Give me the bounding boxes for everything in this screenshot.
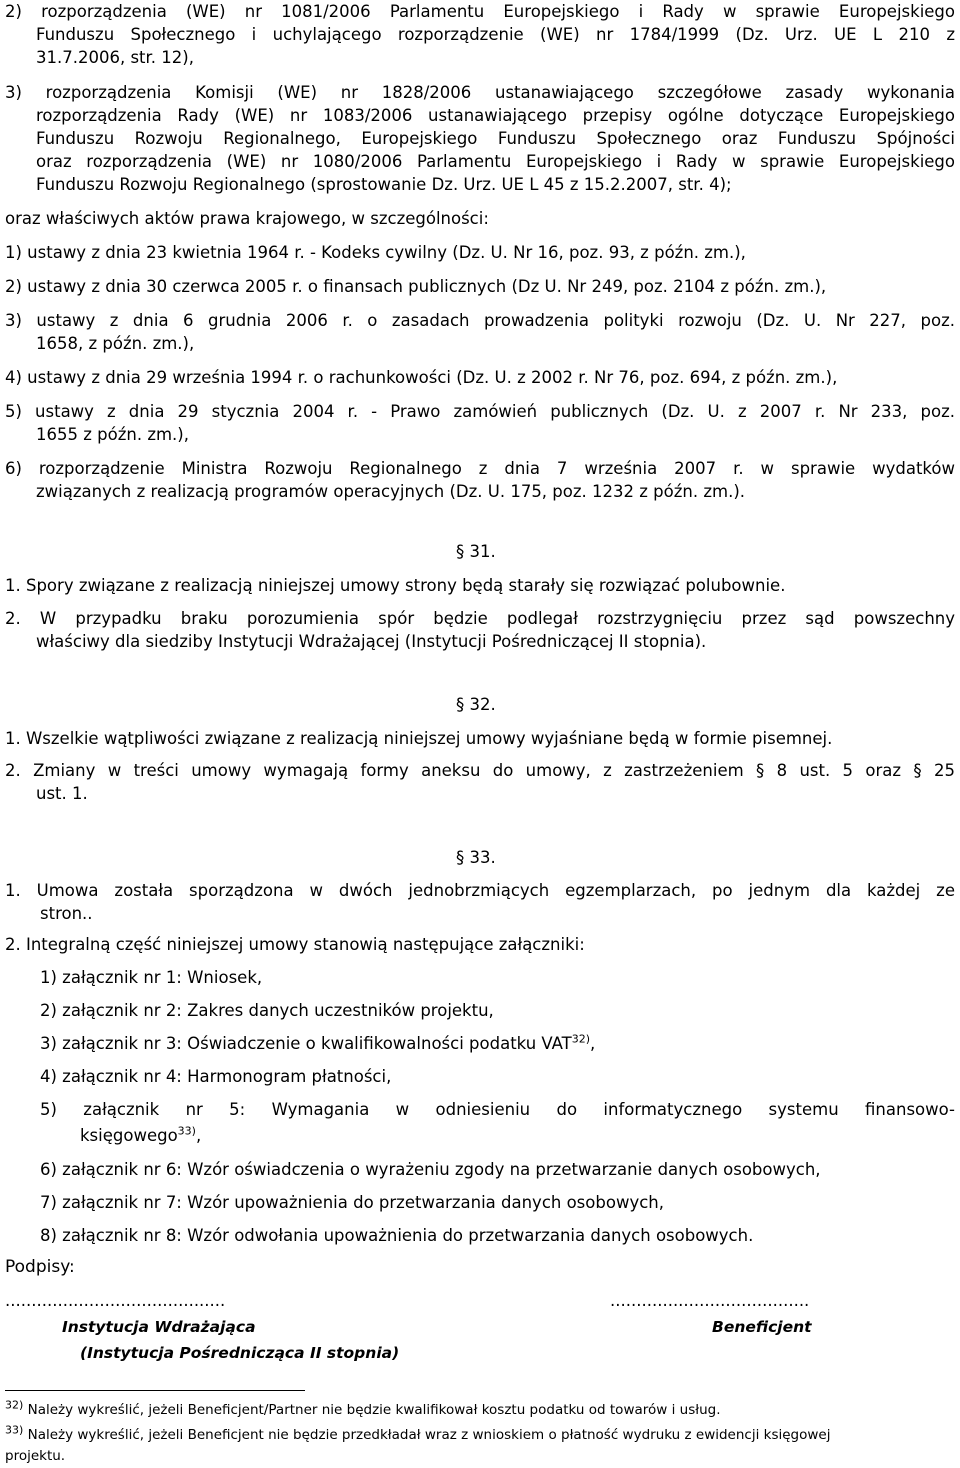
- regulation-2-line-3: 31.7.2006, str. 12),: [36, 48, 194, 67]
- attachment-4: 4) załącznik nr 4: Harmonogram płatności,: [40, 1067, 392, 1086]
- national-law-4: 4) ustawy z dnia 29 września 1994 r. o rachunkowości (Dz. U. z 2002 r. Nr 76, poz. 694, z późn. zm.),: [5, 368, 838, 387]
- national-law-3-line-1: 3) ustawy z dnia 6 grudnia 2006 r. o zasadach prowadzenia polityki rozwoju (Dz. U. Nr 227, poz.: [5, 311, 955, 330]
- regulation-3-line-2: rozporządzenia Rady (WE) nr 1083/2006 ustanawiającego przepisy ogólne dotyczące Europejskiego: [36, 106, 955, 125]
- national-law-1: 1) ustawy z dnia 23 kwietnia 1964 r. - Kodeks cywilny (Dz. U. Nr 16, poz. 93, z późn. zm.),: [5, 243, 746, 262]
- attachment-3-comma: ,: [590, 1034, 596, 1053]
- regulation-3-line-3: Funduszu Rozwoju Regionalnego, Europejskiego Funduszu Społecznego oraz Funduszu Spójności: [36, 129, 955, 148]
- signatory-right-name: Beneficjent: [712, 1318, 812, 1336]
- footnote-33-mark: 33): [5, 1423, 24, 1437]
- footnote-ref-33: 33): [177, 1124, 196, 1138]
- footnote-ref-32: 32): [571, 1032, 591, 1046]
- regulation-2-line-1: 2) rozporządzenia (WE) nr 1081/2006 Parlamentu Europejskiego i Rady w sprawie Europejskiego: [5, 2, 955, 21]
- footnote-33-text: Należy wykreślić, jeżeli Beneficjent nie będzie przedkładał wraz z wnioskiem o płatność wydruku z ewidencji księgowej: [27, 1427, 831, 1443]
- section-32-item-1: 1. Wszelkie wątpliwości związane z realizacją niniejszej umowy wyjaśniane będą w formie pisemnej.: [5, 729, 833, 748]
- signatory-left-subtitle: (Instytucja Pośrednicząca II stopnia): [80, 1344, 400, 1362]
- national-law-intro: oraz właściwych aktów prawa krajowego, w szczególności:: [5, 209, 489, 228]
- national-law-5-line-1: 5) ustawy z dnia 29 stycznia 2004 r. - Prawo zamówień publicznych (Dz. U. z 2007 r. Nr 233, poz.: [5, 402, 955, 421]
- national-law-2: 2) ustawy z dnia 30 czerwca 2005 r. o finansach publicznych (Dz U. Nr 249, poz. 2104 z późn. zm.),: [5, 277, 827, 296]
- footnote-32-mark: 32): [5, 1398, 24, 1412]
- footnote-32-text: Należy wykreślić, jeżeli Beneficjent/Partner nie będzie kwalifikował kosztu podatku od towarów i usług.: [27, 1402, 721, 1418]
- attachment-5-line-1: 5) załącznik nr 5: Wymagania w odniesieniu do informatycznego systemu finansowo-: [40, 1100, 955, 1119]
- section-32-item-2-line-1: 2. Zmiany w treści umowy wymagają formy aneksu do umowy, z zastrzeżeniem § 8 ust. 5 oraz § 25: [5, 761, 955, 780]
- attachment-2: 2) załącznik nr 2: Zakres danych uczestników projektu,: [40, 1001, 494, 1020]
- section-33-item-1-line-1: 1. Umowa została sporządzona w dwóch jednobrzmiących egzemplarzach, po jednym dla każdej ze: [5, 881, 955, 900]
- national-law-3-line-2: 1658, z późn. zm.),: [36, 334, 195, 353]
- regulation-3-line-1: 3) rozporządzenia Komisji (WE) nr 1828/2006 ustanawiającego szczegółowe zasady wykonania: [5, 83, 955, 102]
- national-law-6-line-1: 6) rozporządzenie Ministra Rozwoju Regionalnego z dnia 7 września 2007 r. w sprawie wydatków: [5, 459, 955, 478]
- signatures-label: Podpisy:: [5, 1257, 75, 1277]
- signatory-left-name: Instytucja Wdrażająca: [62, 1318, 256, 1336]
- attachment-7: 7) załącznik nr 7: Wzór upoważnienia do przetwarzania danych osobowych,: [40, 1193, 664, 1212]
- national-law-5-line-2: 1655 z późn. zm.),: [36, 425, 189, 444]
- section-31-item-1: 1. Spory związane z realizacją niniejszej umowy strony będą starały się rozwiązać polubownie.: [5, 576, 786, 595]
- section-33-heading: § 33.: [456, 848, 496, 867]
- attachment-6: 6) załącznik nr 6: Wzór oświadczenia o wyrażeniu zgody na przetwarzanie danych osobowych,: [40, 1160, 821, 1179]
- attachment-3-text: 3) załącznik nr 3: Oświadczenie o kwalifikowalności podatku VAT: [40, 1034, 572, 1053]
- signature-line-left: ..........................................: [5, 1291, 226, 1310]
- attachment-3: [40, 1032, 596, 1053]
- regulation-3-line-5: Funduszu Rozwoju Regionalnego (sprostowanie Dz. Urz. UE L 45 z 15.2.2007, str. 4);: [36, 175, 732, 194]
- signature-line-right: ......................................: [610, 1291, 810, 1310]
- section-33-item-1-line-2: stron..: [40, 904, 93, 923]
- section-31-heading: § 31.: [456, 542, 496, 561]
- attachment-5-text: księgowego: [80, 1126, 178, 1145]
- footnote-32: [5, 1398, 721, 1418]
- section-32-heading: § 32.: [456, 695, 496, 714]
- footnote-33-line-1: [5, 1423, 831, 1443]
- attachment-8: 8) załącznik nr 8: Wzór odwołania upoważnienia do przetwarzania danych osobowych.: [40, 1226, 754, 1245]
- section-31-item-2-line-2: właściwy dla siedziby Instytucji Wdrażającej (Instytucji Pośredniczącej II stopnia).: [36, 632, 707, 651]
- section-33-item-2: 2. Integralną część niniejszej umowy stanowią następujące załączniki:: [5, 935, 585, 954]
- attachment-5-line-2: [80, 1124, 202, 1145]
- regulation-3-line-4: oraz rozporządzenia (WE) nr 1080/2006 Parlamentu Europejskiego i Rady w sprawie Europejskiego: [36, 152, 955, 171]
- section-31-item-2-line-1: 2. W przypadku braku porozumienia spór będzie podlegał rozstrzygnięciu przez sąd powszechny: [5, 609, 955, 628]
- regulation-2-line-2: Funduszu Społecznego i uchylającego rozporządzenie (WE) nr 1784/1999 (Dz. Urz. UE L 210 z: [36, 25, 955, 44]
- section-32-item-2-line-2: ust. 1.: [36, 784, 88, 803]
- footnote-separator: [5, 1390, 305, 1391]
- footnote-33-line-2: projektu.: [5, 1448, 66, 1464]
- national-law-6-line-2: związanych z realizacją programów operacyjnych (Dz. U. 175, poz. 1232 z późn. zm.).: [36, 482, 746, 501]
- attachment-5-comma: ,: [195, 1126, 202, 1145]
- attachment-1: 1) załącznik nr 1: Wniosek,: [40, 968, 263, 987]
